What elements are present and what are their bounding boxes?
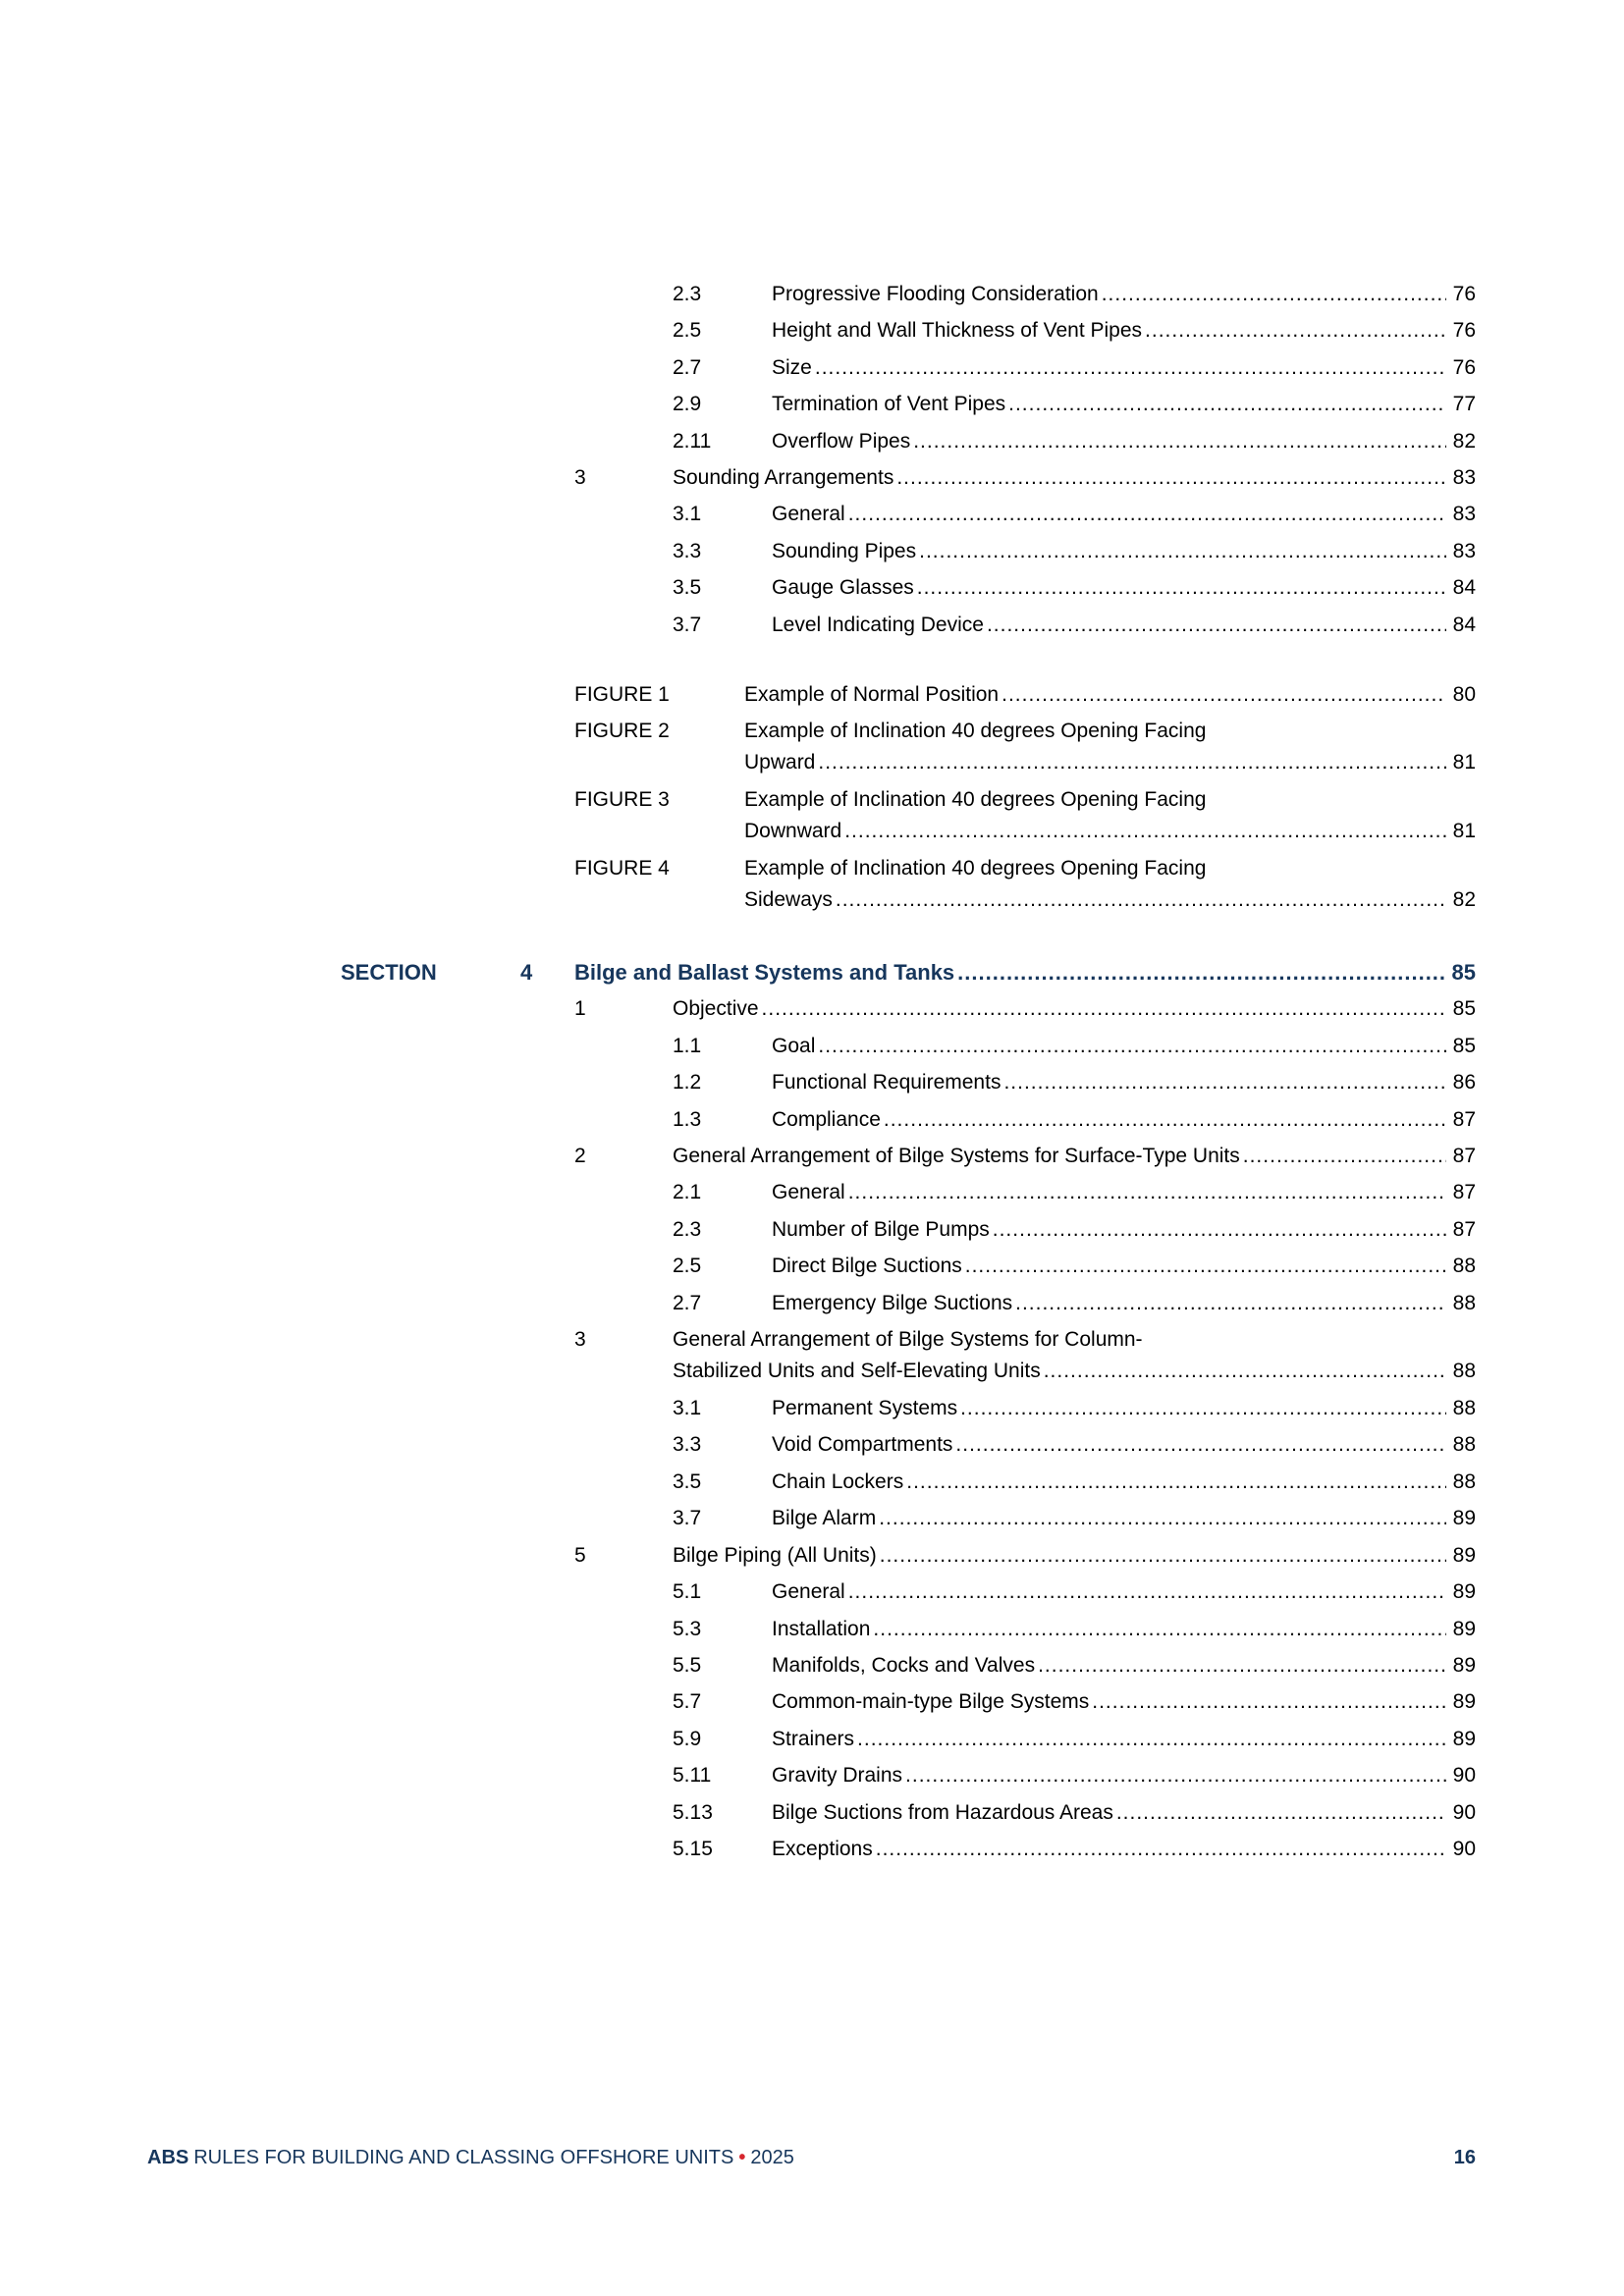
toc-entry[interactable] xyxy=(341,1138,1476,1174)
entry-page-number: 84 xyxy=(1452,613,1476,636)
figure-label: FIGURE 2 xyxy=(574,720,670,743)
entry-title: Common-main-type Bilge Systems xyxy=(772,1690,1090,1714)
entry-title-line1: General Arrangement of Bilge Systems for Column- xyxy=(673,1328,1143,1352)
dot-leader xyxy=(845,1574,1446,1610)
dot-leader xyxy=(759,990,1446,1027)
figure-title-line1: Example of Inclination 40 degrees Opening Facing xyxy=(744,788,1207,812)
entry-title: Termination of Vent Pipes xyxy=(772,393,1006,416)
entry-page-number: 81 xyxy=(1452,751,1476,774)
dot-leader xyxy=(962,1248,1446,1284)
entry-number: 5.7 xyxy=(673,1690,702,1714)
entry-number: 3.1 xyxy=(673,503,702,526)
entry-number: 1.3 xyxy=(673,1107,702,1131)
entry-page-number: 88 xyxy=(1452,1291,1476,1314)
entry-title: Void Compartments xyxy=(772,1433,953,1457)
toc-entry[interactable] xyxy=(341,569,1476,606)
entry-number: 5.1 xyxy=(673,1580,702,1604)
dot-leader xyxy=(1001,1064,1446,1100)
entry-page-number: 88 xyxy=(1452,1397,1476,1420)
dot-leader xyxy=(916,533,1446,569)
entry-page-number: 89 xyxy=(1452,1580,1476,1604)
entry-title: General xyxy=(772,1580,845,1604)
dot-leader xyxy=(893,459,1446,496)
dot-leader xyxy=(1240,1138,1446,1174)
figure-title-line1: Example of Inclination 40 degrees Opening Facing xyxy=(744,720,1207,743)
entry-title: Emergency Bilge Suctions xyxy=(772,1291,1013,1314)
section-heading[interactable] xyxy=(341,954,1476,990)
entry-title: Objective xyxy=(673,997,759,1021)
toc-entry[interactable] xyxy=(341,1757,1476,1793)
entry-page-number: 89 xyxy=(1452,1543,1476,1567)
section-title: Bilge and Ballast Systems and Tanks xyxy=(574,960,955,985)
entry-number: 5.9 xyxy=(673,1727,702,1750)
figure-title-line2: Upward xyxy=(744,751,816,774)
entry-page-number: 86 xyxy=(1452,1071,1476,1095)
dot-leader xyxy=(954,954,1446,990)
entry-number: 2.1 xyxy=(673,1181,702,1204)
entry-page-number: 76 xyxy=(1452,355,1476,379)
dot-leader xyxy=(841,816,1446,847)
entry-page-number: 87 xyxy=(1452,1145,1476,1168)
dot-leader xyxy=(1041,1356,1446,1387)
toc-entry[interactable] xyxy=(341,386,1476,422)
entry-number: 5.5 xyxy=(673,1653,702,1677)
figure-title-line1: Example of Inclination 40 degrees Opening Facing xyxy=(744,857,1207,881)
entry-page-number: 88 xyxy=(1452,1255,1476,1278)
entry-title: Overflow Pipes xyxy=(772,429,911,453)
dot-leader xyxy=(1099,276,1446,312)
entry-page-number: 87 xyxy=(1452,1217,1476,1241)
dot-leader xyxy=(815,747,1446,778)
entry-number: 2.3 xyxy=(673,1217,702,1241)
entry-number: 2.11 xyxy=(673,429,712,453)
dot-leader xyxy=(910,423,1446,459)
dot-leader xyxy=(903,1464,1446,1500)
toc-figure-entry[interactable] xyxy=(341,781,1476,850)
dot-leader xyxy=(984,607,1446,643)
entry-title: General Arrangement of Bilge Systems for Surface-Type Units xyxy=(673,1145,1240,1168)
entry-title: Functional Requirements xyxy=(772,1071,1001,1095)
entry-title: Installation xyxy=(772,1617,871,1640)
entry-title: Goal xyxy=(772,1034,816,1057)
entry-number: 1 xyxy=(574,997,586,1021)
toc-entry[interactable] xyxy=(341,1464,1476,1500)
figure-title-line2: Downward xyxy=(744,820,842,843)
entry-page-number: 89 xyxy=(1452,1617,1476,1640)
entry-page-number: 77 xyxy=(1452,393,1476,416)
dot-leader xyxy=(812,349,1446,386)
page-footer xyxy=(147,2146,1476,2169)
entry-title: Progressive Flooding Consideration xyxy=(772,283,1099,305)
entry-page-number: 87 xyxy=(1452,1181,1476,1204)
entry-number: 3 xyxy=(574,466,586,490)
figure-title: Example of Normal Position xyxy=(744,683,1000,706)
dot-leader xyxy=(815,1028,1446,1064)
toc-entry[interactable] xyxy=(341,1794,1476,1831)
entry-page-number: 82 xyxy=(1452,429,1476,453)
entry-title: Strainers xyxy=(772,1727,855,1750)
dot-leader xyxy=(1142,312,1446,348)
entry-page-number: 90 xyxy=(1452,1764,1476,1788)
dot-leader xyxy=(914,569,1446,606)
toc-entry[interactable] xyxy=(341,349,1476,386)
toc-figure-entry[interactable] xyxy=(341,676,1476,713)
toc-entry[interactable] xyxy=(341,496,1476,532)
toc-entry[interactable] xyxy=(341,990,1476,1027)
entry-number: 5.15 xyxy=(673,1837,713,1860)
dot-leader xyxy=(902,1757,1446,1793)
dot-leader xyxy=(952,1426,1446,1463)
abs-brand: ABS xyxy=(147,2147,189,2168)
toc-entry[interactable] xyxy=(341,312,1476,348)
dot-leader xyxy=(1035,1647,1446,1683)
entry-page-number: 85 xyxy=(1452,1034,1476,1057)
footer-rules-title xyxy=(147,2146,799,2169)
entry-title: Direct Bilge Suctions xyxy=(772,1255,962,1278)
entry-title: General xyxy=(772,1181,845,1204)
entry-title: Level Indicating Device xyxy=(772,613,984,636)
toc-entry[interactable] xyxy=(341,1028,1476,1064)
dot-leader xyxy=(845,1174,1446,1210)
entry-page-number: 83 xyxy=(1452,503,1476,526)
entry-page-number: 88 xyxy=(1452,1360,1476,1383)
toc-entry[interactable] xyxy=(341,607,1476,643)
dot-leader xyxy=(877,1537,1446,1574)
section-page-number: 85 xyxy=(1451,960,1476,985)
dot-leader xyxy=(833,884,1446,916)
dot-leader xyxy=(1012,1285,1446,1321)
entry-number: 3.3 xyxy=(673,539,702,562)
entry-number: 1.1 xyxy=(673,1034,702,1057)
toc-continuation-block xyxy=(341,276,1476,643)
entry-number: 2.9 xyxy=(673,393,702,416)
entry-page-number: 84 xyxy=(1452,576,1476,600)
entry-title: Gravity Drains xyxy=(772,1764,903,1788)
entry-title: Gauge Glasses xyxy=(772,576,914,600)
toc-entry[interactable] xyxy=(341,1211,1476,1248)
toc-entry[interactable] xyxy=(341,1611,1476,1647)
entry-page-number: 88 xyxy=(1452,1469,1476,1493)
entry-number: 3.5 xyxy=(673,576,702,600)
dot-leader xyxy=(881,1101,1446,1138)
dot-leader xyxy=(1005,386,1446,422)
toc-figure-entry[interactable] xyxy=(341,850,1476,919)
footer-year: 2025 xyxy=(750,2147,794,2168)
entry-number: 3.5 xyxy=(673,1469,702,1493)
entry-number: 3 xyxy=(574,1328,586,1352)
toc-figures-block xyxy=(341,676,1476,919)
entry-page-number: 89 xyxy=(1452,1507,1476,1530)
footer-page-number: 16 xyxy=(1453,2147,1476,2168)
figure-title-line2: Sideways xyxy=(744,888,833,912)
entry-page-number: 80 xyxy=(1452,683,1476,706)
dot-leader xyxy=(876,1500,1446,1536)
dot-leader xyxy=(990,1211,1446,1248)
entry-number: 2.5 xyxy=(673,1255,702,1278)
entry-number: 2.7 xyxy=(673,1291,702,1314)
toc-entry[interactable] xyxy=(341,276,1476,312)
dot-leader xyxy=(999,676,1446,713)
toc-entry[interactable] xyxy=(341,1500,1476,1536)
footer-rules-text: RULES FOR BUILDING AND CLASSING OFFSHORE UNITS xyxy=(193,2147,734,2168)
entry-title: Bilge Alarm xyxy=(772,1507,877,1530)
entry-number: 5.3 xyxy=(673,1617,702,1640)
toc-entry[interactable] xyxy=(341,1574,1476,1610)
toc-entry[interactable] xyxy=(341,1831,1476,1867)
dot-leader xyxy=(873,1831,1446,1867)
entry-page-number: 89 xyxy=(1452,1690,1476,1714)
figure-label: FIGURE 3 xyxy=(574,788,670,812)
dot-leader xyxy=(854,1721,1446,1757)
entry-number: 5.13 xyxy=(673,1800,713,1824)
entry-page-number: 90 xyxy=(1452,1837,1476,1860)
figure-label: FIGURE 1 xyxy=(574,683,670,706)
entry-title: Bilge Piping (All Units) xyxy=(673,1543,877,1567)
toc-figure-entry[interactable] xyxy=(341,713,1476,781)
entry-number: 5.11 xyxy=(673,1764,712,1788)
entry-number: 3.7 xyxy=(673,1507,702,1530)
entry-page-number: 76 xyxy=(1452,283,1476,305)
entry-title: Permanent Systems xyxy=(772,1397,958,1420)
entry-title: Size xyxy=(772,355,812,379)
entry-number: 3.1 xyxy=(673,1397,702,1420)
toc-entry[interactable] xyxy=(341,533,1476,569)
entry-title: General xyxy=(772,503,845,526)
entry-page-number: 87 xyxy=(1452,1107,1476,1131)
toc-entry[interactable] xyxy=(341,1248,1476,1284)
entry-title: Height and Wall Thickness of Vent Pipes xyxy=(772,319,1143,343)
toc-entry[interactable] xyxy=(341,459,1476,496)
entry-title: Exceptions xyxy=(772,1837,873,1860)
entry-page-number: 89 xyxy=(1452,1653,1476,1677)
entry-page-number: 88 xyxy=(1452,1433,1476,1457)
entry-number: 2.5 xyxy=(673,319,702,343)
entry-title: Chain Lockers xyxy=(772,1469,904,1493)
entry-number: 2 xyxy=(574,1145,586,1168)
toc-entry[interactable] xyxy=(341,1064,1476,1100)
figure-label: FIGURE 4 xyxy=(574,857,670,881)
entry-page-number: 82 xyxy=(1452,888,1476,912)
toc-entry[interactable] xyxy=(341,1174,1476,1210)
toc-entry[interactable] xyxy=(341,1426,1476,1463)
entry-title: Number of Bilge Pumps xyxy=(772,1217,990,1241)
entry-number: 5 xyxy=(574,1543,586,1567)
toc-entry[interactable] xyxy=(341,1721,1476,1757)
toc-entry[interactable] xyxy=(341,1683,1476,1720)
entry-number: 2.7 xyxy=(673,355,702,379)
entry-page-number: 81 xyxy=(1452,820,1476,843)
entry-page-number: 76 xyxy=(1452,319,1476,343)
dot-leader xyxy=(1089,1683,1446,1720)
entry-title: Compliance xyxy=(772,1107,881,1131)
entry-title: Sounding Arrangements xyxy=(673,466,894,490)
entry-number: 3.3 xyxy=(673,1433,702,1457)
entry-title: Bilge Suctions from Hazardous Areas xyxy=(772,1800,1113,1824)
red-bullet-separator: • xyxy=(738,2147,746,2168)
dot-leader xyxy=(845,496,1446,532)
entry-number: 2.3 xyxy=(673,283,702,305)
dot-leader xyxy=(870,1611,1446,1647)
entry-title: Manifolds, Cocks and Valves xyxy=(772,1653,1036,1677)
toc-entry[interactable] xyxy=(341,1647,1476,1683)
section-label: SECTION xyxy=(341,960,437,985)
toc-entry[interactable] xyxy=(341,1537,1476,1574)
entry-page-number: 85 xyxy=(1452,997,1476,1021)
toc-entry[interactable] xyxy=(341,1321,1476,1390)
entry-title: Sounding Pipes xyxy=(772,539,917,562)
entry-page-number: 89 xyxy=(1452,1727,1476,1750)
entry-title-line2: Stabilized Units and Self-Elevating Units xyxy=(673,1360,1041,1383)
toc-entry[interactable] xyxy=(341,1285,1476,1321)
dot-leader xyxy=(957,1390,1446,1426)
toc-section-block xyxy=(341,954,1476,1867)
entry-page-number: 90 xyxy=(1452,1800,1476,1824)
toc-entry[interactable] xyxy=(341,1101,1476,1138)
entry-page-number: 83 xyxy=(1452,466,1476,490)
entry-page-number: 83 xyxy=(1452,539,1476,562)
dot-leader xyxy=(1113,1794,1446,1831)
toc-entry[interactable] xyxy=(341,423,1476,459)
toc-entry[interactable] xyxy=(341,1390,1476,1426)
entry-number: 3.7 xyxy=(673,613,702,636)
section-number: 4 xyxy=(520,960,533,985)
entry-number: 1.2 xyxy=(673,1071,702,1095)
